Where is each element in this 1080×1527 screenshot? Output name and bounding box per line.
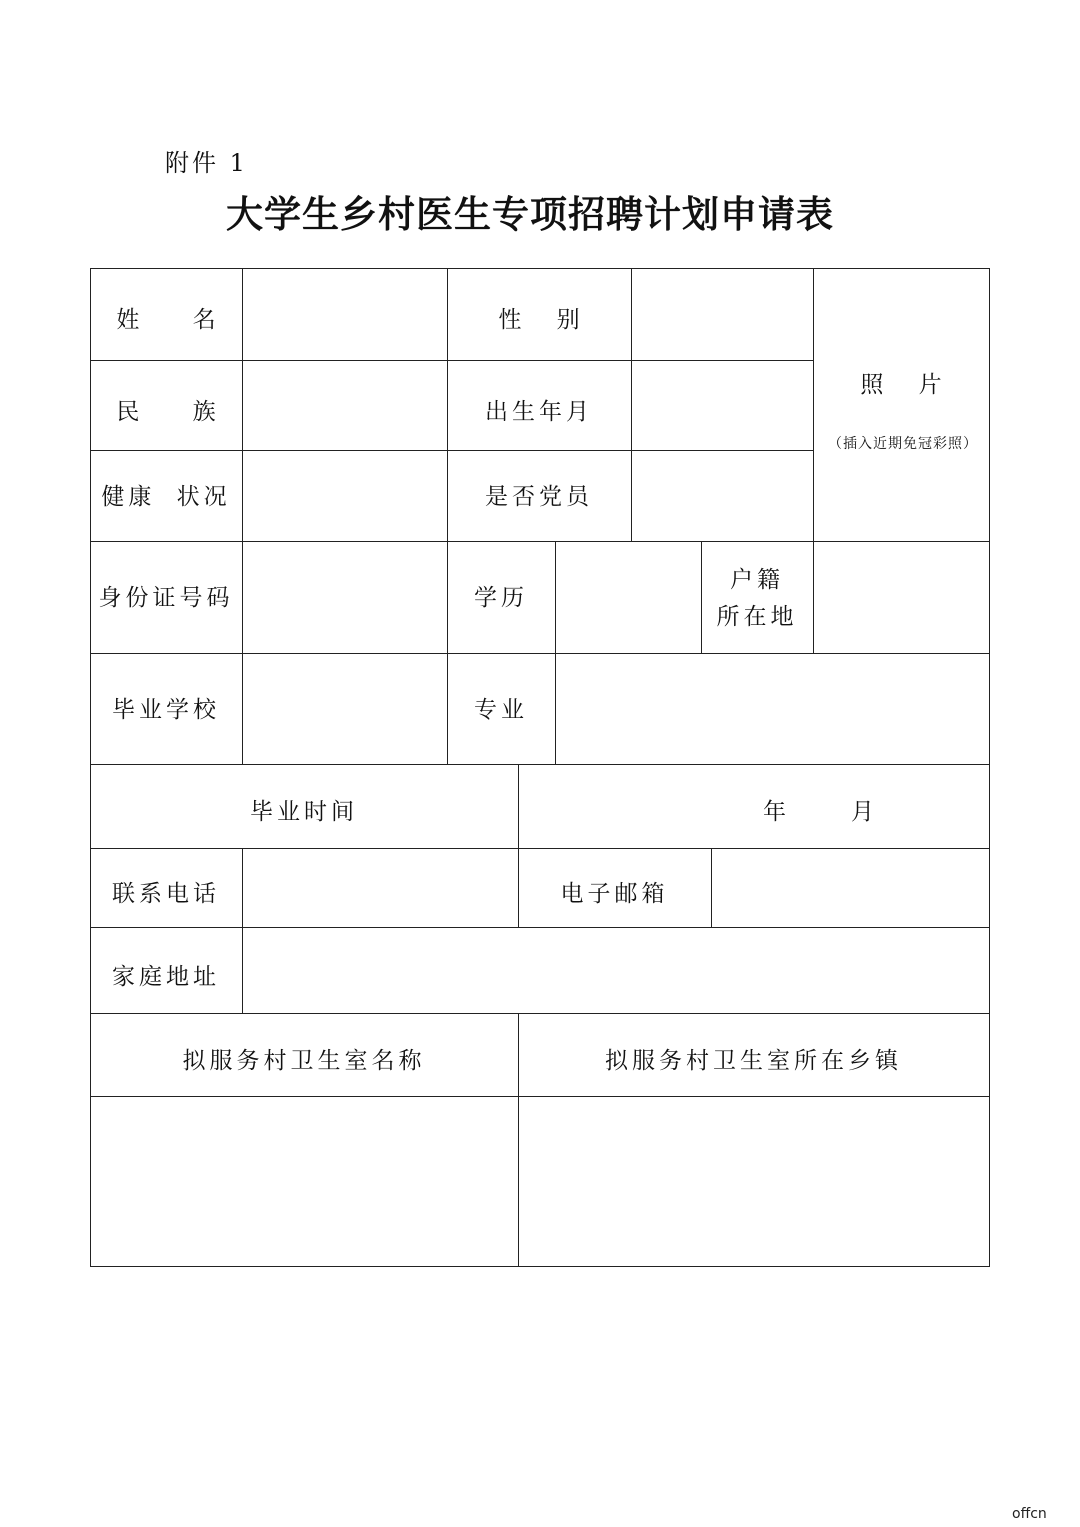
clinic-town-label: 拟服务村卫生室所在乡镇 xyxy=(605,1048,902,1074)
table-border-right xyxy=(989,268,990,1267)
major-label: 专业 xyxy=(474,697,528,723)
gender-label: 性 别 xyxy=(498,307,580,333)
health-field[interactable] xyxy=(243,451,447,541)
photo-note: （插入近期免冠彩照） xyxy=(828,436,978,452)
photo-label: 照 片 xyxy=(860,372,942,398)
col-divider xyxy=(701,541,702,654)
health-label: 健康 状况 xyxy=(101,484,231,510)
gender-field[interactable] xyxy=(632,269,813,360)
clinic-name-field[interactable] xyxy=(91,1097,518,1266)
party-label: 是否党员 xyxy=(485,484,593,510)
address-field[interactable] xyxy=(243,928,989,1013)
id-number-label: 身份证号码 xyxy=(98,585,234,611)
education-field[interactable] xyxy=(556,542,701,653)
school-field[interactable] xyxy=(243,654,447,764)
grad-time-label: 毕业时间 xyxy=(250,799,358,825)
photo-box[interactable] xyxy=(814,269,989,541)
phone-label: 联系电话 xyxy=(112,881,220,907)
name-label: 姓 名 xyxy=(116,307,216,333)
party-field[interactable] xyxy=(632,451,813,541)
school-label: 毕业学校 xyxy=(112,697,220,723)
attachment-label: 附件 1 xyxy=(165,149,248,177)
education-label: 学历 xyxy=(474,585,528,611)
address-label: 家庭地址 xyxy=(112,964,220,990)
major-field[interactable] xyxy=(556,654,989,764)
email-label: 电子邮箱 xyxy=(560,881,669,907)
clinic-name-label: 拟服务村卫生室名称 xyxy=(182,1048,426,1074)
year-unit: 年 xyxy=(763,799,786,825)
id-number-field[interactable] xyxy=(243,542,447,653)
household-field[interactable] xyxy=(814,542,989,653)
clinic-town-field[interactable] xyxy=(519,1097,989,1266)
email-field[interactable] xyxy=(712,849,989,927)
birth-field[interactable] xyxy=(632,361,813,450)
household-label-line1: 户籍 xyxy=(730,567,784,593)
ethnicity-label: 民 族 xyxy=(116,399,216,425)
birth-label: 出生年月 xyxy=(485,399,593,425)
col-divider xyxy=(447,268,448,765)
form-title: 大学生乡村医生专项招聘计划申请表 xyxy=(226,193,834,236)
household-label-line2: 所在地 xyxy=(716,604,798,630)
month-unit: 月 xyxy=(851,799,874,825)
phone-field[interactable] xyxy=(243,849,518,927)
ethnicity-field[interactable] xyxy=(243,361,447,450)
grad-time-field[interactable] xyxy=(519,765,989,848)
row-divider xyxy=(90,1013,990,1014)
offcn-logo: offcn xyxy=(1012,1506,1047,1522)
table-border-bottom xyxy=(90,1266,990,1267)
name-field[interactable] xyxy=(243,269,447,360)
